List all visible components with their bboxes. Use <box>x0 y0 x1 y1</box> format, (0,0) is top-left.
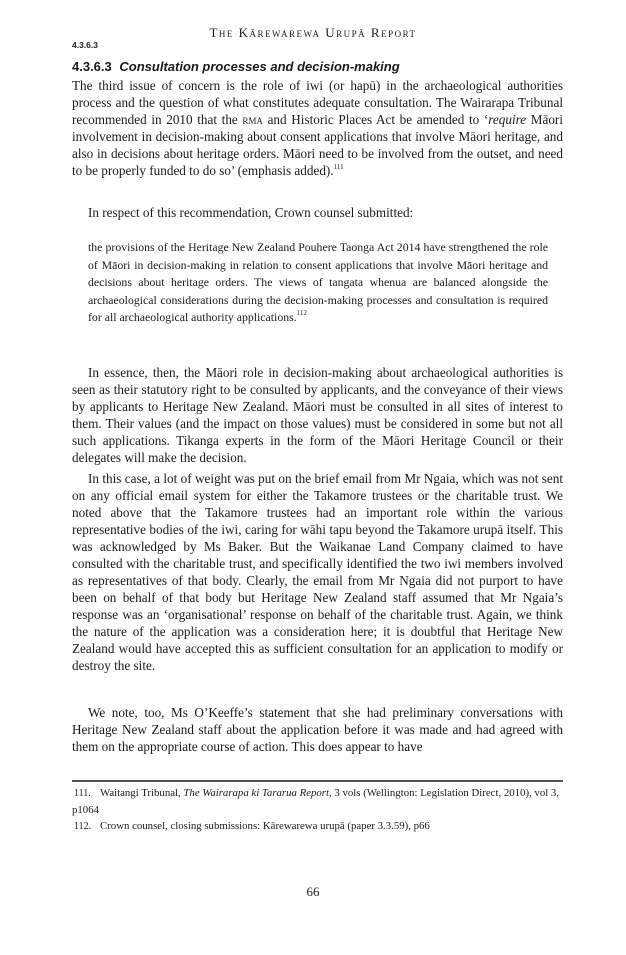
section-title: Consultation processes and decision-making <box>119 59 400 74</box>
paragraph-1: The third issue of concern is the role of iwi (or hapū) in the archaeological authorities process and the question of what constitutes adequate consultation. The Wairarapa Tribunal recommended in 2010 that the rma and Historic Places Act be amended to ‘require Māori involvement in decision-making about consent applications that involve Māori heritage, and also in decisions about heritage orders. Māori need to be involved from the outset, and need to be properly funded to do so’ (emphasis added).$^{111}$ <box>72 78 563 178</box>
section-tag: 4.3.6.3 <box>72 40 98 50</box>
paragraph-3: In essence, then, the Māori role in decision-making about archaeological authorities is seen as their statutory right to be consulted by applicants, and the conveyance of their views by applicants to Heritage New Zealand. Māori must be consulted in all sites of interest to them. Their values (and the impact on those values) must be considered in some but not all such applications. Tikanga experts in the form of the Māori Heritage Council or their delegates will make the decision. <box>72 365 563 465</box>
paragraph-2: In respect of this recommendation, Crown counsel submitted: <box>88 205 414 220</box>
abbreviation-rma: rma <box>242 112 263 127</box>
paragraph-5: We note, too, Ms O’Keeffe’s statement that she had preliminary conversations with Heritage New Zealand staff about the application before it was made and had agreed with them on the appropriate course of action. This does appear to have <box>72 705 563 754</box>
page-number: 66 <box>306 884 320 899</box>
footnote-rule <box>72 780 563 782</box>
footnote-112: 112. Crown counsel, closing submissions: Kārewarewa urupā (paper 3.3.59), p66 <box>74 820 430 832</box>
footnote-ref-111: 111 <box>333 163 344 171</box>
block-quote: the provisions of the Heritage New Zealand Pouhere Taonga Act 2014 have strengthened the role of Māori in decision-making in relation to consent applications that involve Māori heritage and decisions about heritage orders. The views of tangata whenua are balanced alongside the archaeological considerations during the decision-making processes and consultation is required for all archaeological authority applications.$^{112}$ <box>88 240 548 324</box>
running-head: The Kārewarewa Urupā Report <box>209 25 417 40</box>
footnote-111: 111. Waitangi Tribunal, The Wairarapa ki Tararua Report, 3 vols (Wellington: Legislation Direct, 2010), vol 3, p1064 <box>72 787 560 816</box>
section-heading <box>72 59 562 74</box>
paragraph-4: In this case, a lot of weight was put on the brief email from Mr Ngaia, which was not sent on any official email system for either the Takamore trustees or the charitable trust. We noted above that the Takamore trustees had an important role within the various representative bodies of the iwi, caring for wāhi tapu beyond the Takamore urupā itself. This was acknowledged by Ms Baker. But the Waikanae Land Company claimed to have consulted with the charitable trust, and specifically identified the two iwi members involved as representatives of that body. Clearly, the email from Mr Ngaia did not purport to have been on behalf of that body but Heritage New Zealand staff assumed that Mr Ngaia’s response was an ‘organisational’ response on behalf of the charitable trust. Again, we think the nature of the application was a consideration here; it is doubtful that Heritage New Zealand would have accepted this as sufficient consultation for an application to modify or destroy the site. <box>72 471 563 673</box>
section-number: 4.3.6.3 <box>72 59 112 74</box>
emphasis-require: require <box>488 112 527 127</box>
footnote-ref-112: 112 <box>296 309 307 317</box>
